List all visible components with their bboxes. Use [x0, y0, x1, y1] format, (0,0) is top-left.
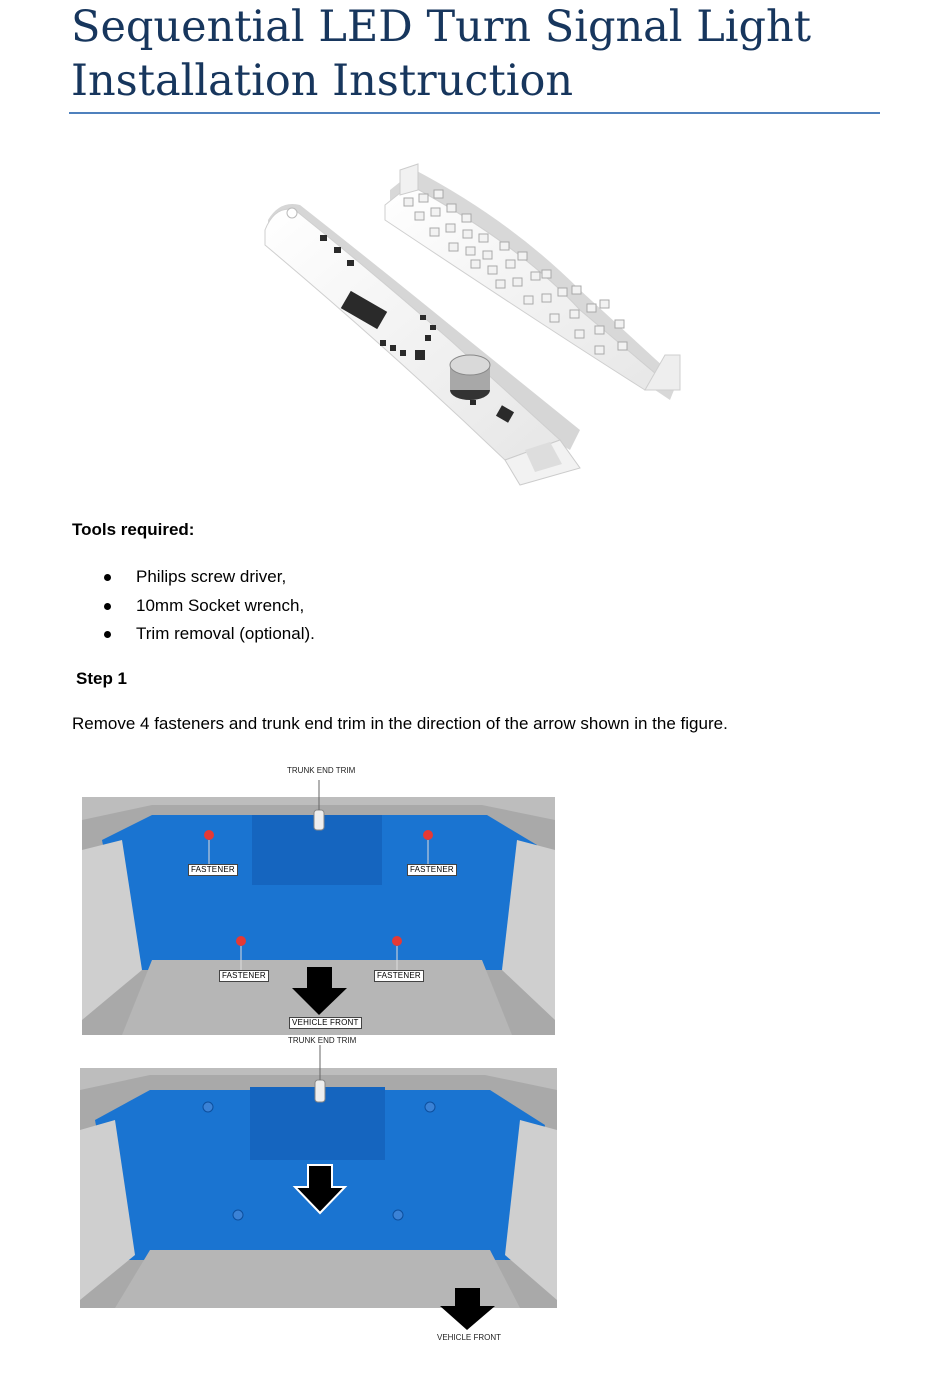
title-line-1: Sequential LED Turn Signal Light [71, 2, 812, 52]
fastener-label: FASTENER [407, 864, 457, 876]
trunk-end-trim-label: TRUNK END TRIM [288, 1036, 357, 1045]
fastener-label: FASTENER [219, 970, 269, 982]
list-item: 10mm Socket wrench, [100, 594, 315, 623]
trunk-figure-1 [82, 760, 557, 1035]
list-item: Trim removal (optional). [100, 622, 315, 651]
fastener-label: FASTENER [188, 864, 238, 876]
bullet-icon [104, 631, 111, 638]
tools-list [100, 565, 315, 651]
vehicle-front-label: VEHICLE FRONT [289, 1017, 362, 1029]
step-1-heading: Step 1 [76, 669, 128, 688]
title-line-2: Installation Instruction [71, 56, 574, 106]
document-title [71, 0, 891, 108]
list-item: Philips screw driver, [100, 565, 315, 594]
trunk-figure-2 [80, 1035, 558, 1345]
tools-heading: Tools required: [72, 520, 195, 539]
title-divider [69, 112, 880, 114]
led-board-product-image [250, 150, 710, 495]
trunk-end-trim-label: TRUNK END TRIM [287, 766, 356, 775]
bullet-icon [104, 603, 111, 610]
trunk-illustration-2 [80, 1035, 558, 1345]
fastener-label: FASTENER [374, 970, 424, 982]
step-1-instruction: Remove 4 fasteners and trunk end trim in the direction of the arrow shown in the figure. [72, 714, 728, 733]
vehicle-front-label: VEHICLE FRONT [437, 1333, 502, 1342]
bullet-icon [104, 574, 111, 581]
trunk-illustration-1 [82, 760, 557, 1035]
